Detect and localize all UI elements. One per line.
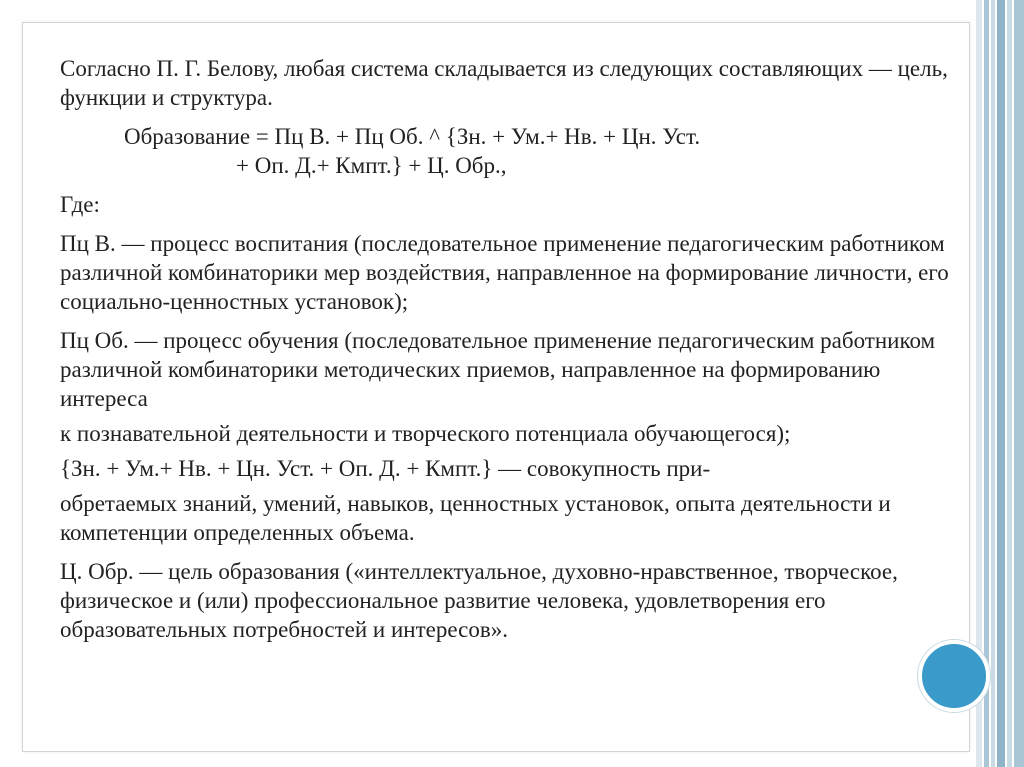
goal-definition: Ц. Обр. — цель образования («интеллектуальное, духовно-нравственное, творческое, физическое и (или) профессиональное развитие человека, удовлетворения его образовательных потребностей и интересов». xyxy=(60,559,898,642)
slide-body xyxy=(60,54,970,654)
decorative-stripes xyxy=(976,0,1024,767)
formula-line-2: + Оп. Д.+ Кмпт.} + Ц. Обр., xyxy=(236,153,507,178)
formula-line-1: Образование = Пц В. + Пц Об. ^ {Зн. + Ум.+ Нв. + Цн. Уст. xyxy=(124,124,701,149)
pc-ob-definition: Пц Об. — процесс обучения (последовательное применение педагогическим работником различной комбинаторики методических приемов, направленное на формированию интереса xyxy=(60,328,936,411)
set-definition-line-1: {Зн. + Ум.+ Нв. + Цн. Уст. + Оп. Д. + Кмпт.} — совокупность при- xyxy=(60,456,711,481)
where-label: Где: xyxy=(60,192,100,217)
pc-ob-definition-cont: к познавательной деятельности и творческого потенциала обучающегося); xyxy=(60,421,791,446)
set-definition-line-2: обретаемых знаний, умений, навыков, ценностных установок, опыта деятельности и компетенции определенных объема. xyxy=(60,491,891,545)
intro-paragraph: Согласно П. Г. Белову, любая система складывается из следующих составляющих — цель, функции и структура. xyxy=(60,56,948,110)
pc-v-definition: Пц В. — процесс воспитания (последовательное применение педагогическим работником различной комбинаторики мер воздействия, направленное на формирование личности, его социально-ценностных установок); xyxy=(60,231,949,314)
